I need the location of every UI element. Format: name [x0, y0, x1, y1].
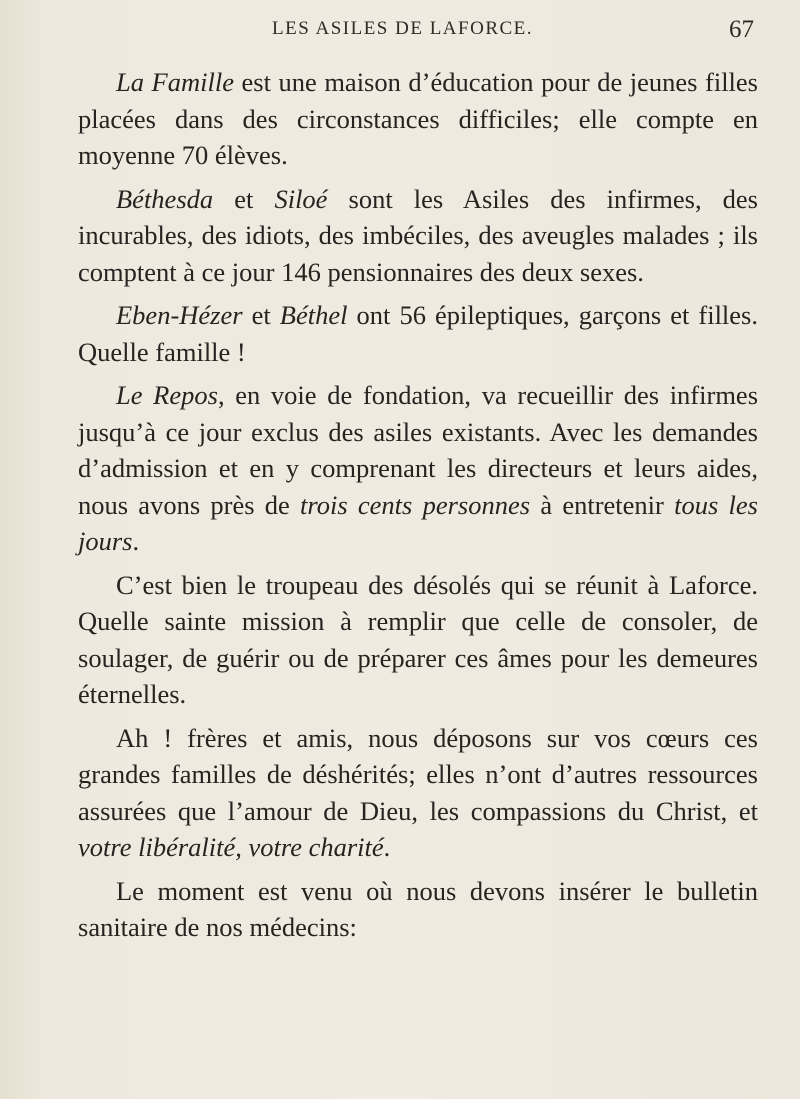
body-text: [78, 64, 758, 953]
text-segment: .: [132, 526, 140, 556]
paragraph-troupeau: [78, 567, 758, 713]
text-segment: et: [213, 183, 275, 214]
running-head: [0, 16, 800, 46]
text-segment: tous les jours: [78, 489, 758, 556]
text-segment: trois cents personnes: [300, 489, 531, 520]
text-segment: Béthesda: [116, 183, 214, 214]
text-segment: sont les Asiles des infirmes, des incurables, des idiots, des imbéciles, des aveugles malades ; ils comptent à ce jour 146 pensionnaires des deux sexes.: [78, 183, 758, 287]
text-segment: Le moment est venu où nous devons insérer le bulletin sanitaire de nos médecins:: [78, 875, 758, 942]
running-title: LES ASILES DE LAFORCE.: [272, 18, 534, 39]
paragraph-la-famille: [78, 64, 758, 174]
text-segment: votre libéralité, votre charité: [78, 832, 384, 862]
text-segment: est une maison d’éducation pour de jeunes filles placées dans des circonstances difficiles; elle compte en moyenne 70 élèves.: [78, 67, 758, 170]
paragraph-le-repos: [78, 377, 758, 560]
paragraph-freres-amis: [78, 720, 758, 866]
text-segment: Béthel: [279, 300, 348, 330]
paragraph-bulletin-sanitaire: [78, 873, 758, 946]
text-segment: La Famille: [116, 67, 234, 97]
paragraph-bethesda-siloe: [78, 181, 758, 291]
text-segment: et: [242, 300, 280, 330]
text-segment: .: [383, 832, 391, 862]
text-segment: Ah ! frères et amis, nous déposons sur vos cœurs ces grandes familles de déshérités; elles n’ont d’autres ressources assurées que l’amour de Dieu, les compassions du Christ, et: [78, 722, 758, 826]
text-segment: Eben-Hézer: [116, 300, 243, 330]
text-segment: Le Repos: [116, 380, 218, 410]
text-segment: , en voie de fondation, va recueillir des infirmes jusqu’à ce jour exclus des asiles existants. Avec les demandes d’admission et en y comprenant les directeurs et leurs aides, nous avons près de: [78, 380, 759, 520]
text-segment: Siloé: [274, 183, 328, 214]
page-number: 67: [729, 16, 754, 43]
paragraph-eben-hezer-bethel: [78, 297, 758, 370]
text-segment: C’est bien le troupeau des désolés qui se réunit à Laforce. Quelle sainte mission à remplir que celle de consoler, de soulager, de guérir ou de préparer ces âmes pour les demeures éternelles.: [78, 569, 758, 709]
text-segment: à entretenir: [530, 489, 675, 520]
text-segment: ont 56 épileptiques, garçons et filles. Quelle famille !: [78, 300, 758, 367]
